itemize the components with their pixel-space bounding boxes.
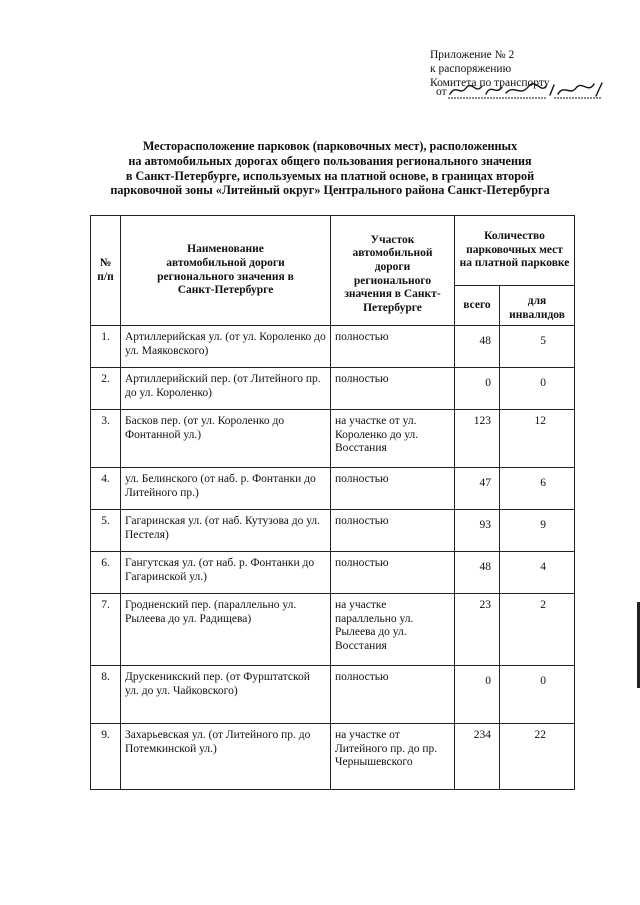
row-number: 5. xyxy=(91,510,121,552)
road-name: Гангутская ул. (от наб. р. Фонтанки до Гагаринской ул.) xyxy=(121,552,331,594)
disabled-count: 12 xyxy=(500,410,575,468)
road-name: Артиллерийская ул. (от ул. Короленко до ул. Маяковского) xyxy=(121,326,331,368)
total-count: 48 xyxy=(455,552,500,594)
appendix-line: Комитета по транспорту xyxy=(430,77,550,89)
road-name: Захарьевская ул. (от Литейного пр. до Потемкинской ул.) xyxy=(121,724,331,790)
parking-table xyxy=(90,215,575,790)
disabled-count: 22 xyxy=(500,724,575,790)
row-number: 7. xyxy=(91,594,121,666)
table-row xyxy=(91,552,575,594)
road-section: полностью xyxy=(331,552,455,594)
disabled-count: 5 xyxy=(500,326,575,368)
table-row xyxy=(91,410,575,468)
header-road-name: Наименование автомобильной дороги регионального значения в Санкт-Петербурге xyxy=(121,216,331,326)
table-row xyxy=(91,724,575,790)
road-section: полностью xyxy=(331,326,455,368)
total-count: 0 xyxy=(455,368,500,410)
total-count: 48 xyxy=(455,326,500,368)
road-section: полностью xyxy=(331,468,455,510)
header-number: № п/п xyxy=(91,216,121,326)
title-line: на автомобильных дорогах общего пользования регионального значения xyxy=(128,153,532,168)
row-number: 2. xyxy=(91,368,121,410)
table-row xyxy=(91,368,575,410)
handwritten-date-number xyxy=(436,80,604,102)
document-title xyxy=(90,139,570,198)
table-row xyxy=(91,468,575,510)
road-section: на участке параллельно ул. Рылеева до ул. Восстания xyxy=(331,594,455,666)
row-number: 4. xyxy=(91,468,121,510)
road-name: Гагаринская ул. (от наб. Кутузова до ул. Пестеля) xyxy=(121,510,331,552)
road-section: полностью xyxy=(331,666,455,724)
appendix-line: к распоряжению xyxy=(430,63,512,75)
header-total: всего xyxy=(455,286,500,326)
row-number: 1. xyxy=(91,326,121,368)
title-line: в Санкт-Петербурге, используемых на платной основе, в границах второй xyxy=(125,168,535,183)
disabled-count: 0 xyxy=(500,368,575,410)
road-name: Артиллерийский пер. (от Литейного пр. до ул. Короленко) xyxy=(121,368,331,410)
road-section: на участке от Литейного пр. до пр. Чернышевского xyxy=(331,724,455,790)
total-count: 93 xyxy=(455,510,500,552)
total-count: 123 xyxy=(455,410,500,468)
title-line: парковочной зоны «Литейный округ» Центрального района Санкт-Петербурга xyxy=(110,183,550,198)
table-row xyxy=(91,326,575,368)
table-row xyxy=(91,666,575,724)
road-name: Друскеникский пер. (от Фурштатской ул. до ул. Чайковского) xyxy=(121,666,331,724)
table-row xyxy=(91,510,575,552)
road-section: на участке от ул. Короленко до ул. Восстания xyxy=(331,410,455,468)
road-name: Гродненский пер. (параллельно ул. Рылеева до ул. Радищева) xyxy=(121,594,331,666)
svg-text:от: от xyxy=(436,86,447,98)
disabled-count: 6 xyxy=(500,468,575,510)
road-name: ул. Белинского (от наб. р. Фонтанки до Литейного пр.) xyxy=(121,468,331,510)
total-count: 234 xyxy=(455,724,500,790)
total-count: 0 xyxy=(455,666,500,724)
disabled-count: 9 xyxy=(500,510,575,552)
disabled-count: 0 xyxy=(500,666,575,724)
disabled-count: 2 xyxy=(500,594,575,666)
row-number: 6. xyxy=(91,552,121,594)
road-section: полностью xyxy=(331,510,455,552)
disabled-count: 4 xyxy=(500,552,575,594)
row-number: 3. xyxy=(91,410,121,468)
header-parking-count: Количество парковочных мест на платной парковке xyxy=(455,216,575,286)
row-number: 9. xyxy=(91,724,121,790)
title-line: Месторасположение парковок (парковочных мест), расположенных xyxy=(142,139,518,153)
table-row xyxy=(91,594,575,666)
road-name: Басков пер. (от ул. Короленко до Фонтанной ул.) xyxy=(121,410,331,468)
total-count: 23 xyxy=(455,594,500,666)
appendix-line: Приложение № 2 xyxy=(430,49,515,61)
total-count: 47 xyxy=(455,468,500,510)
row-number: 8. xyxy=(91,666,121,724)
road-section: полностью xyxy=(331,368,455,410)
header-disabled: для инвалидов xyxy=(500,286,575,326)
header-road-section: Участок автомобильной дороги регионального значения в Санкт-Петербурге xyxy=(331,216,455,326)
